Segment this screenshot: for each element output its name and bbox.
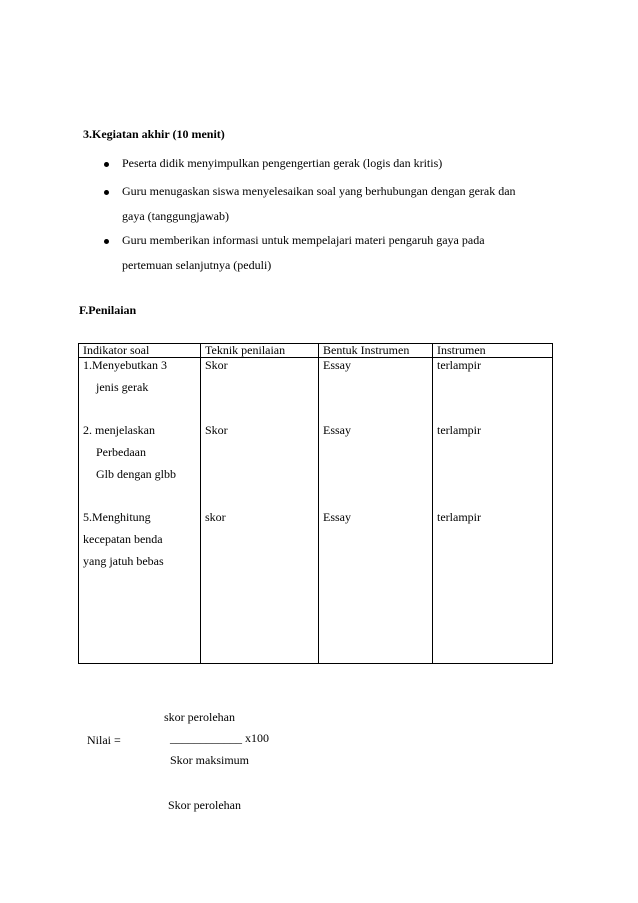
formula-fraction-line: ____________ x100 (170, 731, 269, 745)
bullet-icon (104, 190, 109, 195)
indicator-cell (79, 510, 201, 664)
instrument-cell: terlampir (433, 358, 553, 423)
formula-denominator: Skor maksimum (170, 753, 250, 767)
indicator-line: jenis gerak (96, 380, 149, 394)
indicator-line: Perbedaan (96, 444, 146, 459)
technique-cell: Skor (201, 358, 319, 423)
indicator-line: 2. menjelaskan (83, 422, 155, 437)
form-cell: Essay (319, 510, 433, 664)
column-header: Indikator soal (79, 344, 201, 358)
indicator-line: Glb dengan glbb (96, 466, 176, 481)
formula-numerator: skor perolehan (164, 710, 235, 724)
formula-label: Nilai = (87, 733, 121, 747)
bullet-text-continued: pertemuan selanjutnya (peduli) (122, 258, 272, 272)
instrument-cell: terlampir (433, 510, 553, 664)
table-row (79, 358, 553, 423)
bullet-icon (104, 239, 109, 244)
section-heading-penilaian: F.Penilaian (79, 303, 137, 317)
table-row (79, 423, 553, 510)
table-row (79, 510, 553, 664)
table-header-row (79, 344, 553, 358)
technique-cell: Skor (201, 423, 319, 510)
bullet-text: Guru memberikan informasi untuk mempelajari materi pengaruh gaya pada (122, 233, 485, 247)
indicator-cell (79, 358, 201, 423)
formula-trailing-text: Skor perolehan (168, 798, 241, 812)
column-header: Bentuk Instrumen (319, 344, 433, 358)
column-header: Instrumen (433, 344, 553, 358)
form-cell: Essay (319, 423, 433, 510)
section-heading-kegiatan-akhir: 3.Kegiatan akhir (10 menit) (83, 127, 225, 141)
bullet-text: Guru menugaskan siswa menyelesaikan soal yang berhubungan dengan gerak dan (122, 184, 516, 198)
column-header: Teknik penilaian (201, 344, 319, 358)
instrument-cell: terlampir (433, 423, 553, 510)
bullet-text-continued: gaya (tanggungjawab) (122, 209, 229, 223)
indicator-cell (79, 423, 201, 510)
bullet-icon (104, 162, 109, 167)
technique-cell: skor (201, 510, 319, 664)
indicator-line: 5.Menghitung (83, 509, 151, 524)
assessment-table (78, 343, 553, 664)
bullet-text: Peserta didik menyimpulkan pengengertian gerak (logis dan kritis) (122, 156, 443, 170)
form-cell: Essay (319, 358, 433, 423)
indicator-line: kecepatan benda (83, 531, 163, 546)
indicator-line: 1.Menyebutkan 3 (83, 358, 167, 372)
indicator-line: yang jatuh bebas (83, 553, 164, 568)
